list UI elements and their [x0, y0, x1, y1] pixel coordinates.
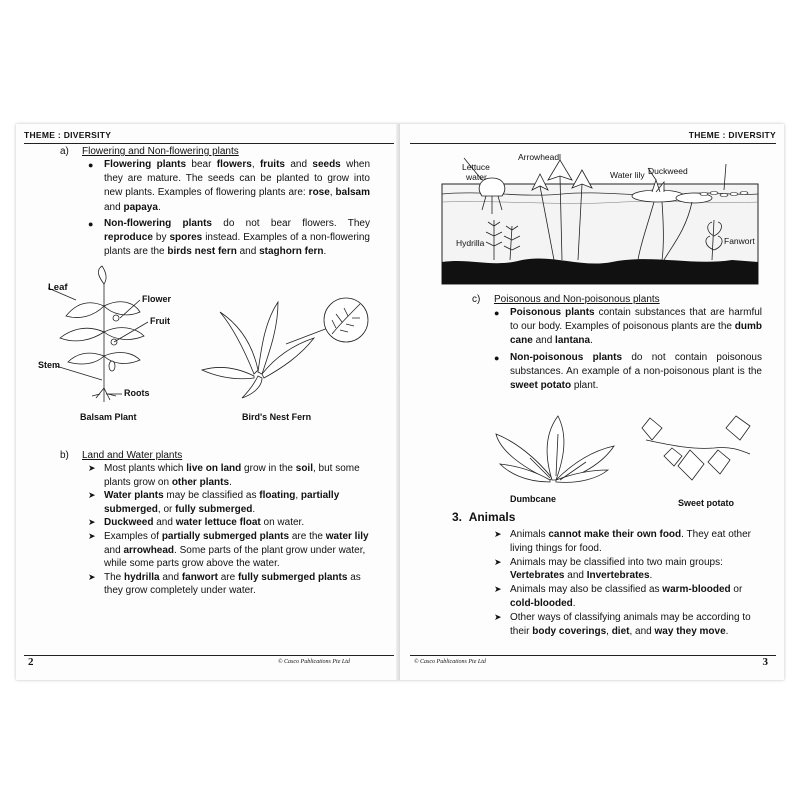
- section-a-title: Flowering and Non-flowering plants: [82, 146, 239, 157]
- text: instead. Examples of a non-flowering plants are the: [104, 232, 370, 258]
- section-b-list: [88, 462, 370, 598]
- text: and: [564, 570, 587, 582]
- running-header: THEME : DIVERSITY: [688, 130, 776, 140]
- section-a-label: a): [60, 146, 69, 157]
- label-duckweed: Duckweed: [648, 166, 688, 176]
- section-c-title: Poisonous and Non-poisonous plants: [494, 294, 660, 305]
- text: and: [104, 201, 124, 213]
- text: . They eat other living things for food.: [510, 529, 752, 554]
- text: on water.: [260, 517, 305, 529]
- term: Duckweed: [104, 517, 154, 529]
- term: partially submerged plants: [161, 530, 290, 542]
- term: soil: [295, 463, 313, 474]
- label-lettuce: Lettuce: [462, 162, 490, 172]
- text: , but some plants grow on: [104, 463, 360, 488]
- term: spores: [169, 232, 203, 244]
- section-a-bullets: [88, 158, 370, 261]
- text: and: [236, 246, 260, 258]
- sweet-potato-caption: Sweet potato: [678, 498, 735, 508]
- label-flower: Flower: [142, 294, 172, 304]
- term: body coverings: [532, 625, 607, 637]
- text: do not bear flowers. They: [211, 217, 370, 229]
- text: The: [104, 571, 125, 583]
- text: . Some parts of the plant grow under water, while some parts grow above the water.: [104, 544, 366, 570]
- land-water-item: [88, 516, 370, 530]
- term: birds nest fern: [167, 246, 237, 258]
- term: water lettuce float: [175, 517, 261, 529]
- land-water-item: [88, 571, 370, 598]
- text: and: [159, 571, 182, 583]
- bullet-flowering: [88, 158, 370, 215]
- bullet-non-poisonous: [494, 351, 762, 394]
- term: flowers: [216, 159, 252, 170]
- text: grow in the: [241, 463, 296, 474]
- term: cannot make their own food: [548, 529, 682, 540]
- label-leaf: Leaf: [48, 282, 68, 293]
- label-fruit: Fruit: [150, 316, 170, 326]
- term: warm-blooded: [662, 584, 731, 596]
- term: diet: [611, 625, 630, 637]
- page-number: 3: [762, 656, 768, 668]
- term: Non-poisonous plants: [510, 351, 623, 363]
- section-3-title: Animals: [468, 510, 516, 524]
- term: dumb cane: [510, 321, 762, 347]
- term: sweet potato: [510, 380, 572, 392]
- text: .: [649, 570, 653, 582]
- section-b-heading: [60, 450, 182, 461]
- term: fanwort: [181, 571, 218, 583]
- text: are the: [289, 530, 326, 542]
- text: .: [229, 476, 232, 488]
- text: and: [284, 159, 313, 170]
- text: ,: [251, 159, 260, 170]
- term: papaya: [123, 201, 158, 213]
- dumbcane-sweet-potato-illustration: [400, 410, 780, 490]
- text: as they grow completely under water.: [104, 571, 361, 597]
- animals-item: [494, 583, 766, 611]
- text: .: [725, 625, 729, 637]
- section-a-heading: [60, 146, 239, 157]
- text: .: [252, 503, 256, 515]
- term: Poisonous plants: [510, 307, 595, 318]
- text: .: [157, 201, 161, 213]
- text: are: [217, 571, 238, 583]
- section-c-label: c): [472, 294, 481, 305]
- term: staghorn fern: [259, 246, 324, 258]
- section-c-heading: [472, 294, 660, 305]
- text: contain substances that are harmful to our body. Examples of poisonous plants are the: [510, 307, 763, 333]
- text: Most plants which: [104, 463, 187, 474]
- term: seeds: [312, 159, 341, 170]
- text: .: [323, 246, 327, 258]
- text: , or: [157, 503, 176, 515]
- left-page: [16, 124, 400, 680]
- birds-nest-fern-illustration: [16, 284, 396, 404]
- term: partially submerged: [104, 490, 340, 515]
- header-rule: [410, 143, 776, 144]
- land-water-item: [88, 462, 370, 489]
- text: and: [104, 544, 124, 556]
- text: Animals: [510, 529, 549, 540]
- term: Non-flowering plants: [104, 217, 212, 229]
- label-roots: Roots: [124, 388, 150, 398]
- text: Other ways of classifying animals may be according to their: [510, 611, 751, 637]
- term: Water plants: [104, 490, 164, 502]
- animals-item: [494, 528, 766, 556]
- term: Invertebrates: [586, 570, 650, 582]
- right-page: [400, 124, 784, 680]
- balsam-caption: Balsam Plant: [80, 412, 137, 422]
- footer-rule: [24, 655, 394, 656]
- dumbcane-caption: Dumbcane: [510, 494, 557, 504]
- text: ,: [295, 490, 301, 502]
- text: Examples of: [104, 530, 162, 542]
- text: , and: [629, 625, 655, 637]
- text: do not contain poisonous substances. An example of a non-poisonous plant is the: [510, 351, 762, 377]
- text: .: [572, 597, 576, 609]
- term: way they move: [654, 625, 726, 637]
- label-fanwort: Fanwort: [724, 236, 755, 246]
- term: balsam: [335, 187, 370, 199]
- term: Vertebrates: [510, 570, 565, 582]
- section-3-heading: [452, 510, 515, 524]
- fern-caption: Bird's Nest Fern: [242, 412, 312, 422]
- term: fully submerged: [175, 503, 253, 515]
- section-3-number: 3.: [452, 510, 463, 524]
- text: and: [532, 335, 556, 347]
- text: may be classified as: [163, 490, 260, 502]
- text: Animals may also be classified as: [510, 584, 663, 596]
- label-water-lily: Water lily: [610, 170, 645, 180]
- section-b-title: Land and Water plants: [82, 450, 183, 461]
- term: fruits: [259, 159, 285, 170]
- section-3-list: [494, 528, 766, 638]
- term: Flowering plants: [104, 159, 187, 170]
- open-book: [16, 124, 784, 680]
- text: plant.: [571, 380, 599, 392]
- term: other plants: [171, 476, 230, 488]
- animals-item: [494, 556, 766, 584]
- bullet-non-flowering: [88, 217, 370, 260]
- section-c-bullets: [494, 306, 762, 395]
- text: ,: [606, 625, 612, 637]
- label-stem: Stem: [38, 360, 61, 370]
- term: rose: [308, 187, 330, 199]
- label-arrowhead: Arrowhead: [518, 152, 560, 162]
- bullet-poisonous: [494, 306, 762, 349]
- label-water: water: [466, 172, 487, 182]
- publisher-footer: © Casco Publications Pte Ltd: [414, 659, 486, 665]
- term: lantana: [555, 335, 591, 347]
- term: fully submerged plants: [237, 571, 348, 583]
- text: by: [152, 232, 170, 244]
- animals-item: [494, 611, 766, 639]
- term: cold-blooded: [510, 597, 573, 609]
- text: .: [590, 335, 593, 347]
- term: live on land: [186, 463, 242, 474]
- publisher-footer: © Casco Publications Pte Ltd: [278, 659, 350, 665]
- text: and: [153, 517, 176, 529]
- term: hydrilla: [124, 571, 160, 583]
- text: or: [730, 584, 743, 596]
- term: arrowhead: [123, 544, 175, 556]
- running-header: THEME : DIVERSITY: [24, 130, 112, 140]
- term: floating: [259, 490, 296, 502]
- text: ,: [329, 187, 336, 199]
- land-water-item: [88, 489, 370, 516]
- label-hydrilla: Hydrilla: [456, 238, 485, 248]
- land-water-item: [88, 530, 370, 571]
- section-b-label: b): [60, 450, 69, 461]
- footer-rule: [410, 655, 776, 656]
- term: water lily: [325, 530, 369, 542]
- term: reproduce: [104, 232, 153, 244]
- text: bear: [186, 159, 217, 170]
- page-number: 2: [28, 656, 34, 668]
- header-rule: [24, 143, 394, 144]
- text: Animals may be classified into two main groups:: [510, 556, 723, 568]
- text: when they are mature. The seeds can be planted to grow into new plants. Examples of flowering plants are:: [104, 159, 371, 199]
